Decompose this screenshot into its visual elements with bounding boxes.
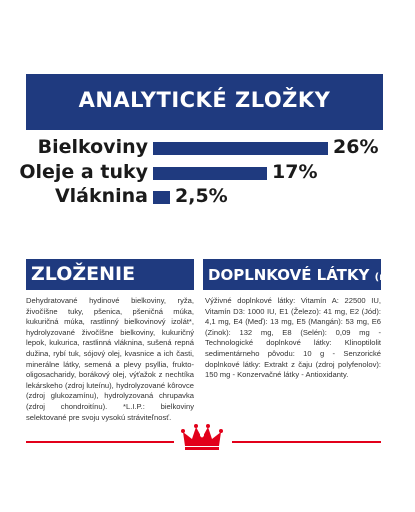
royal-canin-crown-icon [179, 422, 225, 452]
analysis-title: ANALYTICKÉ ZLOŽKY [78, 88, 331, 112]
additives-title-wrap [208, 266, 415, 284]
analysis-row-value: 17% [272, 161, 318, 183]
analysis-row-value: 2,5% [175, 185, 228, 207]
composition-text: Dehydratované hydinové bielkoviny, ryža, živočíšne tuky, pšenica, pšeničná múka, kukuričná múka, rastlinný bielkovinový izolát*, hydrolyzované živočíšne bielkoviny, kukuričný lepok, kukurica, rastlinná vláknina, sušená repná dužina, rybí tuk, sójový olej, kvasnice a ich časti, minerálne látky, semená a plevy psyllia, frukto-oligosacharidy, borákový olej, výťažok z nechtíka lekárskeho (zdroj luteínu), hydrolyzované kôrovce (zdroj glukozamínu), hydrolyzovaná chrupavka (zdroj chondroitínu). *L.I.P.: bielkoviny selektované pre svoju vysokú stráviteľnosť. [26, 296, 194, 422]
analysis-row-bar [153, 191, 170, 204]
composition-title: ZLOŽENIE [31, 263, 136, 285]
additives-title: DOPLNKOVÉ LÁTKY [208, 266, 370, 284]
composition-header-band [26, 259, 194, 290]
analysis-row-bar [153, 167, 267, 180]
additives-header-band [203, 259, 415, 290]
analysis-row-label: Vláknina [54, 185, 148, 207]
analysis-row-protein [0, 136, 405, 160]
red-divider-left [26, 441, 174, 443]
analysis-row-fiber [0, 185, 405, 209]
additives-text: Výživné doplnkové látky: Vitamín A: 22500 IU, Vitamín D3: 1000 IU, E1 (Železo): 41 mg, E2 (Jód): 4,1 mg, E4 (Meď): 13 mg, E5 (Mangán): 53 mg, E6 (Zinok): 132 mg, E8 (Selén): 0,09 mg - Technologické doplnkové látky: Klinoptilolit sedimentárneho pôvodu: 10 g - Senzorické doplnkové látky: Extrakt z čaju (zdroj polyfenolov): 150 mg - Konzervačné látky - Antioxidanty. [205, 296, 381, 380]
additives-unit: (na kg) [374, 272, 415, 283]
analysis-row-fat [0, 161, 405, 185]
analysis-header-band [26, 74, 383, 130]
analysis-row-label: Bielkoviny [37, 136, 148, 158]
analysis-row-value: 26% [333, 136, 379, 158]
analysis-row-label: Oleje a tuky [19, 161, 148, 183]
red-divider-right [232, 441, 381, 443]
analysis-row-bar [153, 142, 328, 155]
